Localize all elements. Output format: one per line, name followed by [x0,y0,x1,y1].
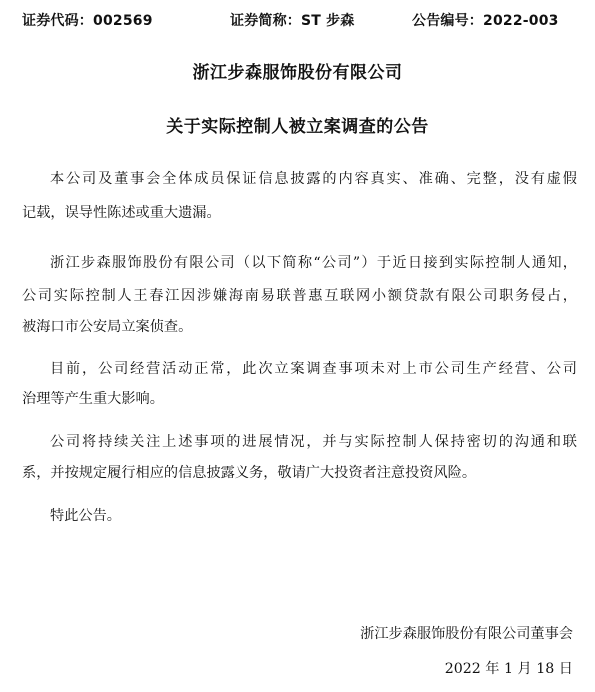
notice-number: 公告编号：2022-003 [412,13,559,29]
paragraph-line: 公司将持续关注上述事项的进展情况，并与实际控制人保持密切的沟通和联 [50,434,577,450]
paragraph-line: 公司实际控制人王春江因涉嫌海南易联普惠互联网小额贷款有限公司职务侵占， [22,288,577,304]
paragraph-line: 被海口市公安局立案侦查。 [22,319,193,335]
stock-abbreviation: 证券简称：ST 步森 [230,13,355,29]
paragraph-line: 系，并按规定履行相应的信息披露义务，敬请广大投资者注意投资风险。 [22,465,477,481]
paragraph-line: 治理等产生重大影响。 [22,391,164,407]
paragraph-line: 浙江步森服饰股份有限公司（以下简称“公司”）于近日接到实际控制人通知， [50,255,577,271]
closing-line: 特此公告。 [50,508,121,524]
board-signature: 浙江步森服饰股份有限公司董事会 [360,626,573,642]
notice-title: 关于实际控制人被立案调查的公告 [166,117,429,137]
declaration-line: 本公司及董事会全体成员保证信息披露的内容真实、准确、完整，没有虚假 [50,171,577,187]
stock-code: 证券代码：002569 [22,13,153,29]
declaration-line: 记载，误导性陈述或重大遗漏。 [22,205,221,221]
document-header [0,10,595,34]
company-name-title: 浙江步森服饰股份有限公司 [192,63,403,83]
signoff-date: 2022 年 1 月 18 日 [444,661,573,677]
paragraph-line: 目前，公司经营活动正常，此次立案调查事项未对上市公司生产经营、公司 [50,361,577,377]
